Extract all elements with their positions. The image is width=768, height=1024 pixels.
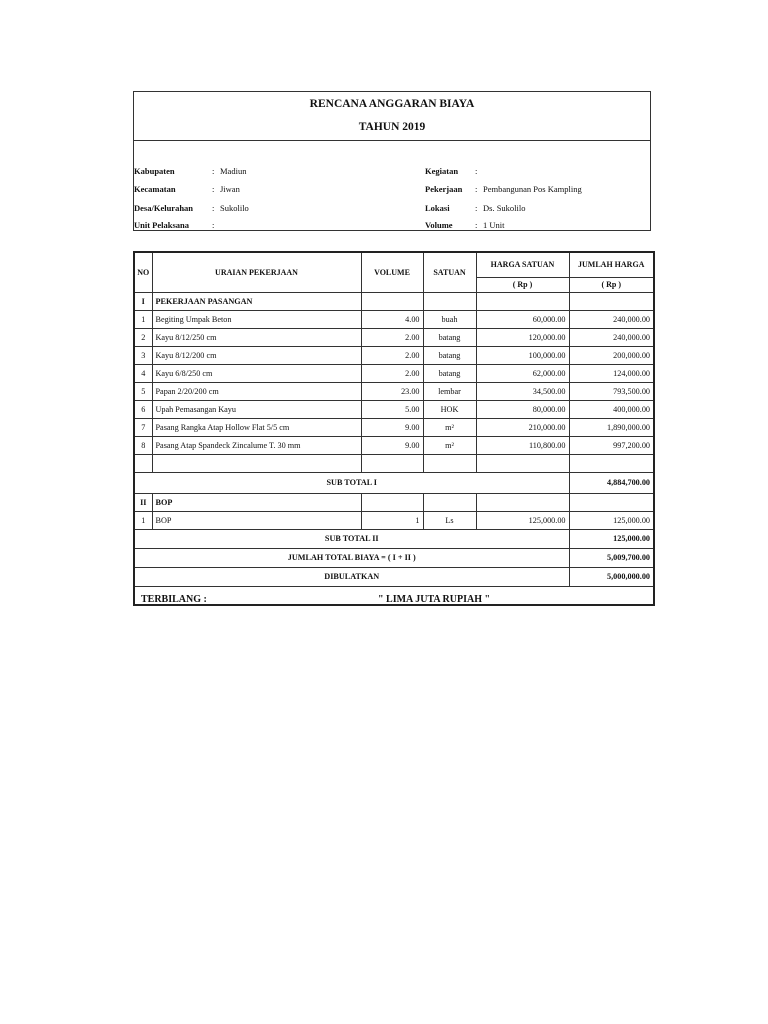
item-description: BOP bbox=[152, 512, 361, 530]
total-value: 5,009,700.00 bbox=[569, 549, 654, 568]
item-description: Pasang Atap Spandeck Zincalume T. 30 mm bbox=[152, 437, 361, 455]
item-unit-price: 125,000.00 bbox=[476, 512, 569, 530]
item-number: 6 bbox=[134, 401, 152, 419]
item-total-price: 240,000.00 bbox=[569, 329, 654, 347]
desa-label: Desa/Kelurahan bbox=[134, 203, 194, 213]
lokasi-colon: : bbox=[475, 203, 478, 213]
kabupaten-value: Madiun bbox=[220, 166, 247, 176]
item-total-price: 240,000.00 bbox=[569, 311, 654, 329]
header-satuan: SATUAN bbox=[423, 252, 476, 293]
table-row bbox=[134, 383, 654, 401]
total-label: JUMLAH TOTAL BIAYA = ( I + II ) bbox=[134, 549, 569, 568]
header-harga-satuan: HARGA SATUAN bbox=[476, 252, 569, 278]
item-number: 1 bbox=[134, 512, 152, 530]
rounded-label: DIBULATKAN bbox=[134, 568, 569, 587]
lokasi-value: Ds. Sukolilo bbox=[483, 203, 526, 213]
kecamatan-value: Jiwan bbox=[220, 184, 240, 194]
budget-table bbox=[133, 251, 655, 606]
item-description: Kayu 8/12/250 cm bbox=[152, 329, 361, 347]
kabupaten-label: Kabupaten bbox=[134, 166, 175, 176]
rounded-value: 5,000,000.00 bbox=[569, 568, 654, 587]
item-unit: batang bbox=[423, 329, 476, 347]
unit-pelaksana-label: Unit Pelaksana bbox=[134, 220, 190, 230]
header-harga-rp: ( Rp ) bbox=[476, 278, 569, 293]
item-description: Begiting Umpak Beton bbox=[152, 311, 361, 329]
table-row bbox=[134, 347, 654, 365]
item-number: 7 bbox=[134, 419, 152, 437]
terbilang-label: TERBILANG : bbox=[141, 594, 207, 605]
subtotal-row bbox=[134, 530, 654, 549]
header-uraian: URAIAN PEKERJAAN bbox=[152, 252, 361, 293]
item-number: 3 bbox=[134, 347, 152, 365]
subtotal-1-label: SUB TOTAL I bbox=[134, 473, 569, 494]
item-unit: m² bbox=[423, 419, 476, 437]
item-total-price: 400,000.00 bbox=[569, 401, 654, 419]
desa-value: Sukolilo bbox=[220, 203, 249, 213]
table-row bbox=[134, 512, 654, 530]
pekerjaan-value: Pembangunan Pos Kampling bbox=[483, 184, 582, 194]
header-volume: VOLUME bbox=[361, 252, 423, 293]
kecamatan-label: Kecamatan bbox=[134, 184, 176, 194]
volume-colon: : bbox=[475, 220, 478, 230]
kegiatan-label: Kegiatan bbox=[425, 166, 459, 176]
item-description: Pasang Rangka Atap Hollow Flat 5/5 cm bbox=[152, 419, 361, 437]
empty-row bbox=[134, 455, 654, 473]
pekerjaan-label: Pekerjaan bbox=[425, 184, 463, 194]
item-unit: HOK bbox=[423, 401, 476, 419]
item-description: Upah Pemasangan Kayu bbox=[152, 401, 361, 419]
item-unit-price: 34,500.00 bbox=[476, 383, 569, 401]
item-total-price: 125,000.00 bbox=[569, 512, 654, 530]
lokasi-label: Lokasi bbox=[425, 203, 450, 213]
item-unit: batang bbox=[423, 365, 476, 383]
subtotal-row bbox=[134, 473, 654, 494]
kabupaten-colon: : bbox=[212, 166, 215, 176]
item-volume: 5.00 bbox=[361, 401, 423, 419]
kecamatan-colon: : bbox=[212, 184, 215, 194]
item-volume: 2.00 bbox=[361, 365, 423, 383]
item-unit-price: 120,000.00 bbox=[476, 329, 569, 347]
item-unit: batang bbox=[423, 347, 476, 365]
terbilang-row bbox=[134, 587, 654, 606]
item-unit-price: 62,000.00 bbox=[476, 365, 569, 383]
item-number: 5 bbox=[134, 383, 152, 401]
table-row bbox=[134, 365, 654, 383]
item-unit: buah bbox=[423, 311, 476, 329]
items-section-1 bbox=[134, 311, 654, 455]
subtotal-2-value: 125,000.00 bbox=[569, 530, 654, 549]
item-number: 8 bbox=[134, 437, 152, 455]
item-total-price: 793,500.00 bbox=[569, 383, 654, 401]
subtotal-2-label: SUB TOTAL II bbox=[134, 530, 569, 549]
item-volume: 2.00 bbox=[361, 347, 423, 365]
item-unit: Ls bbox=[423, 512, 476, 530]
document-year: TAHUN 2019 bbox=[358, 121, 426, 133]
item-volume: 9.00 bbox=[361, 437, 423, 455]
section-row bbox=[134, 293, 654, 311]
header-jumlah-rp: ( Rp ) bbox=[569, 278, 654, 293]
subtotal-1-value: 4,884,700.00 bbox=[569, 473, 654, 494]
volume-value: 1 Unit bbox=[483, 220, 505, 230]
item-unit-price: 60,000.00 bbox=[476, 311, 569, 329]
total-row bbox=[134, 549, 654, 568]
item-volume: 23.00 bbox=[361, 383, 423, 401]
item-total-price: 997,200.00 bbox=[569, 437, 654, 455]
document-header bbox=[133, 91, 651, 231]
table-header-row bbox=[134, 252, 654, 278]
item-number: 4 bbox=[134, 365, 152, 383]
item-unit: lembar bbox=[423, 383, 476, 401]
kegiatan-colon: : bbox=[475, 166, 478, 176]
unit-pelaksana-colon: : bbox=[212, 220, 215, 230]
section-number: I bbox=[134, 293, 152, 311]
items-section-2 bbox=[134, 512, 654, 530]
item-description: Kayu 8/12/200 cm bbox=[152, 347, 361, 365]
document-title: RENCANA ANGGARAN BIAYA bbox=[309, 98, 475, 110]
item-unit: m² bbox=[423, 437, 476, 455]
table-row bbox=[134, 311, 654, 329]
item-total-price: 1,890,000.00 bbox=[569, 419, 654, 437]
rounded-row bbox=[134, 568, 654, 587]
item-total-price: 200,000.00 bbox=[569, 347, 654, 365]
item-number: 1 bbox=[134, 311, 152, 329]
item-volume: 2.00 bbox=[361, 329, 423, 347]
pekerjaan-colon: : bbox=[475, 184, 478, 194]
item-volume: 1 bbox=[361, 512, 423, 530]
header-no: NO bbox=[134, 252, 152, 293]
section-number: II bbox=[134, 494, 152, 512]
section-row bbox=[134, 494, 654, 512]
item-total-price: 124,000.00 bbox=[569, 365, 654, 383]
volume-label: Volume bbox=[425, 220, 453, 230]
table-row bbox=[134, 419, 654, 437]
item-unit-price: 110,800.00 bbox=[476, 437, 569, 455]
table-row bbox=[134, 401, 654, 419]
section-title: PEKERJAAN PASANGAN bbox=[152, 293, 361, 311]
terbilang-value: " LIMA JUTA RUPIAH " bbox=[378, 594, 491, 605]
item-unit-price: 80,000.00 bbox=[476, 401, 569, 419]
table-row bbox=[134, 329, 654, 347]
item-number: 2 bbox=[134, 329, 152, 347]
desa-colon: : bbox=[212, 203, 215, 213]
item-description: Papan 2/20/200 cm bbox=[152, 383, 361, 401]
item-volume: 9.00 bbox=[361, 419, 423, 437]
section-title: BOP bbox=[152, 494, 361, 512]
table-row bbox=[134, 437, 654, 455]
header-jumlah-harga: JUMLAH HARGA bbox=[569, 252, 654, 278]
item-volume: 4.00 bbox=[361, 311, 423, 329]
item-unit-price: 210,000.00 bbox=[476, 419, 569, 437]
item-description: Kayu 6/8/250 cm bbox=[152, 365, 361, 383]
item-unit-price: 100,000.00 bbox=[476, 347, 569, 365]
terbilang-cell bbox=[134, 587, 654, 606]
title-area bbox=[134, 92, 650, 141]
